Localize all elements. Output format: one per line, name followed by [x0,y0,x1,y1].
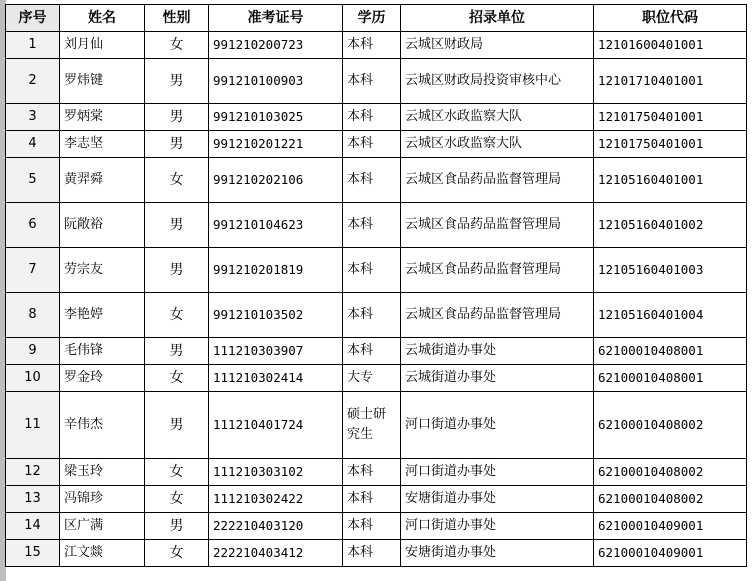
header-name: 姓名 [60,5,145,32]
header-education: 学历 [343,5,401,32]
row-index: 4 [6,131,60,158]
row-exam-number: 111210303102 [209,459,343,486]
row-index: 7 [6,248,60,293]
row-exam-number: 222210403120 [209,513,343,540]
row-position-code: 62100010408002 [594,392,747,459]
table-row [6,32,747,59]
row-hiring-unit: 河口街道办事处 [401,459,594,486]
row-gender: 男 [145,203,209,248]
row-hiring-unit: 云城区财政局投资审核中心 [401,59,594,104]
table-row [6,104,747,131]
row-gender: 男 [145,104,209,131]
row-position-code: 62100010409001 [594,513,747,540]
row-name: 刘月仙 [60,32,145,59]
row-exam-number: 991210104623 [209,203,343,248]
row-position-code: 62100010408002 [594,486,747,513]
row-name: 罗炜键 [60,59,145,104]
row-hiring-unit: 安塘街道办事处 [401,486,594,513]
row-gender: 男 [145,513,209,540]
row-name: 江文燚 [60,540,145,567]
row-education: 本科 [343,293,401,338]
table-row [6,131,747,158]
row-gender: 女 [145,158,209,203]
row-name: 罗炳棠 [60,104,145,131]
row-name: 区广满 [60,513,145,540]
row-index: 1 [6,32,60,59]
row-gender: 女 [145,459,209,486]
row-gender: 男 [145,248,209,293]
row-hiring-unit: 云城区水政监察大队 [401,131,594,158]
row-education: 本科 [343,131,401,158]
row-name: 梁玉玲 [60,459,145,486]
row-gender: 男 [145,131,209,158]
header-row [6,5,747,32]
row-education: 本科 [343,158,401,203]
table-row [6,59,747,104]
row-position-code: 12105160401004 [594,293,747,338]
row-name: 毛伟锋 [60,338,145,365]
row-exam-number: 991210201221 [209,131,343,158]
row-gender: 男 [145,392,209,459]
row-hiring-unit: 云城街道办事处 [401,338,594,365]
row-name: 黄羿舜 [60,158,145,203]
row-hiring-unit: 云城区食品药品监督管理局 [401,293,594,338]
row-position-code: 12101750401001 [594,104,747,131]
row-hiring-unit: 云城区食品药品监督管理局 [401,203,594,248]
row-index: 10 [6,365,60,392]
row-hiring-unit: 河口街道办事处 [401,392,594,459]
row-name: 冯锦珍 [60,486,145,513]
row-education: 硕士研究生 [343,392,401,459]
row-education: 本科 [343,32,401,59]
row-gender: 女 [145,486,209,513]
row-exam-number: 111210302414 [209,365,343,392]
row-education: 本科 [343,540,401,567]
table-row [6,486,747,513]
table-row [6,338,747,365]
row-exam-number: 991210200723 [209,32,343,59]
row-position-code: 62100010408001 [594,365,747,392]
row-hiring-unit: 云城区财政局 [401,32,594,59]
row-index: 14 [6,513,60,540]
row-index: 11 [6,392,60,459]
table-row [6,293,747,338]
row-index: 3 [6,104,60,131]
row-education: 本科 [343,104,401,131]
row-index: 9 [6,338,60,365]
row-index: 6 [6,203,60,248]
row-exam-number: 991210100903 [209,59,343,104]
row-exam-number: 111210401724 [209,392,343,459]
row-name: 阮敞裕 [60,203,145,248]
row-position-code: 62100010408002 [594,459,747,486]
row-education: 本科 [343,513,401,540]
table-row [6,392,747,459]
row-index: 8 [6,293,60,338]
row-education: 大专 [343,365,401,392]
row-gender: 男 [145,338,209,365]
row-gender: 女 [145,540,209,567]
row-hiring-unit: 云城街道办事处 [401,365,594,392]
row-gender: 女 [145,32,209,59]
row-index: 2 [6,59,60,104]
row-name: 李志坚 [60,131,145,158]
row-education: 本科 [343,203,401,248]
row-education: 本科 [343,459,401,486]
row-position-code: 12101750401001 [594,131,747,158]
row-index: 5 [6,158,60,203]
row-position-code: 12105160401001 [594,158,747,203]
row-position-code: 12101600401001 [594,32,747,59]
row-gender: 女 [145,365,209,392]
row-exam-number: 991210103502 [209,293,343,338]
header-gender: 性别 [145,5,209,32]
table-row [6,540,747,567]
row-education: 本科 [343,486,401,513]
table-row [6,459,747,486]
table-row [6,513,747,540]
row-index: 12 [6,459,60,486]
row-exam-number: 111210303907 [209,338,343,365]
row-position-code: 62100010408001 [594,338,747,365]
results-table [5,4,747,567]
table-row [6,248,747,293]
row-position-code: 62100010409001 [594,540,747,567]
row-hiring-unit: 河口街道办事处 [401,513,594,540]
row-hiring-unit: 云城区食品药品监督管理局 [401,158,594,203]
row-exam-number: 991210103025 [209,104,343,131]
row-name: 劳宗友 [60,248,145,293]
row-education: 本科 [343,59,401,104]
table-row [6,158,747,203]
row-position-code: 12105160401002 [594,203,747,248]
row-exam-number: 991210202106 [209,158,343,203]
row-name: 李艳婷 [60,293,145,338]
row-index: 13 [6,486,60,513]
header-position-code: 职位代码 [594,5,747,32]
row-exam-number: 991210201819 [209,248,343,293]
row-index: 15 [6,540,60,567]
table-row [6,203,747,248]
header-exam-number: 准考证号 [209,5,343,32]
row-hiring-unit: 云城区水政监察大队 [401,104,594,131]
row-hiring-unit: 云城区食品药品监督管理局 [401,248,594,293]
row-name: 罗金玲 [60,365,145,392]
row-hiring-unit: 安塘街道办事处 [401,540,594,567]
table-row [6,365,747,392]
row-education: 本科 [343,248,401,293]
row-exam-number: 111210302422 [209,486,343,513]
header-hiring-unit: 招录单位 [401,5,594,32]
row-gender: 男 [145,59,209,104]
row-gender: 女 [145,293,209,338]
header-index: 序号 [6,5,60,32]
row-name: 辛伟杰 [60,392,145,459]
row-education: 本科 [343,338,401,365]
row-exam-number: 222210403412 [209,540,343,567]
row-position-code: 12105160401003 [594,248,747,293]
row-position-code: 12101710401001 [594,59,747,104]
